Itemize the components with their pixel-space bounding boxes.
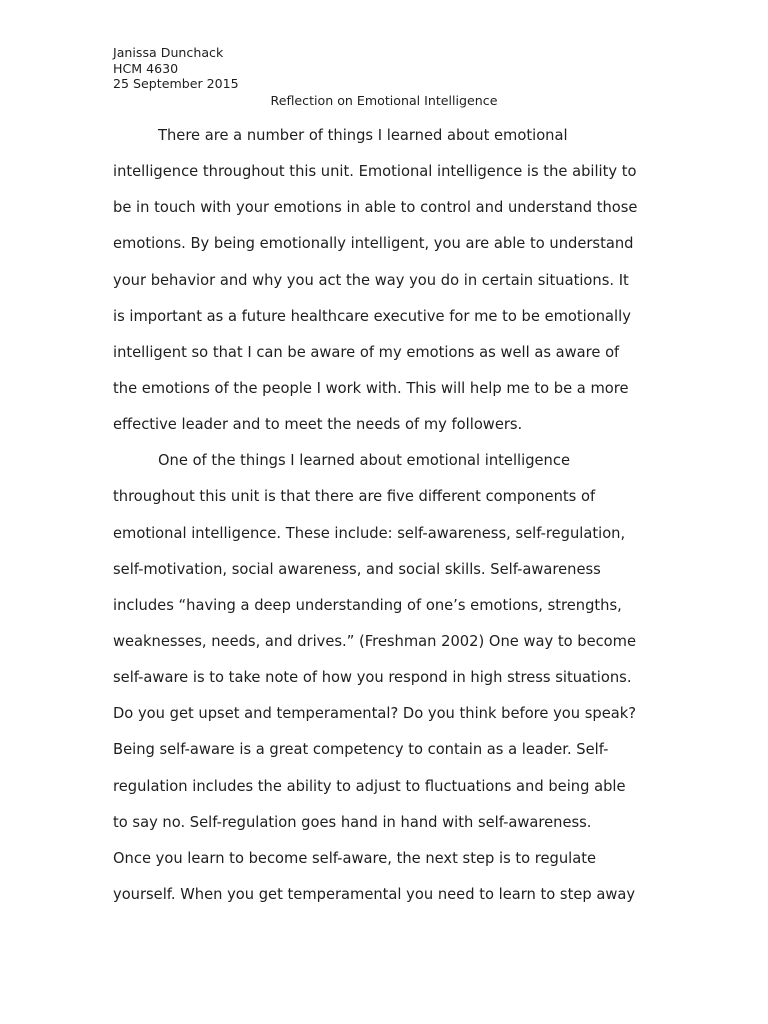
author-name: Janissa Dunchack [113,45,224,60]
document-title: Reflection on Emotional Intelligence [270,93,498,108]
paragraph-2-line-12: Once you learn to become self-aware, the next step is to regulate [113,849,597,867]
body-text [113,126,637,921]
document-date: 25 September 2015 [113,76,239,92]
paragraph-1-line-9: effective leader and to meet the needs of my followers. [113,416,523,434]
paragraph-2-line-3: emotional intelligence. These include: self-awareness, self-regulation, [113,524,626,542]
paragraph-2-line-7: self-aware is to take note of how you respond in high stress situations. [113,669,632,687]
paragraph-2-line-13: yourself. When you get temperamental you need to learn to step away [113,885,636,903]
paragraph-2-line-1: One of the things I learned about emotional intelligence [158,452,570,470]
paragraph-2-line-2: throughout this unit is that there are five different components of [113,488,596,506]
paragraph-2-line-10: regulation includes the ability to adjust to fluctuations and being able [113,777,626,795]
header-block [113,45,239,92]
paragraph-1-line-3: be in touch with your emotions in able to control and understand those [113,199,638,217]
paragraph-1-line-4: emotions. By being emotionally intelligent, you are able to understand [113,235,634,253]
paragraph-1-line-7: intelligent so that I can be aware of my emotions as well as aware of [113,343,620,361]
course-code: HCM 4630 [113,60,179,76]
paragraph-2-line-6: weaknesses, needs, and drives.” (Freshman 2002) One way to become [113,632,637,650]
paragraph-1-line-1: There are a number of things I learned about emotional [158,127,568,144]
paragraph-1-line-6: is important as a future healthcare executive for me to be emotionally [113,307,631,325]
paragraph-1-line-2: intelligence throughout this unit. Emotional intelligence is the ability to [113,163,637,181]
paragraph-1-line-8: the emotions of the people I work with. This will help me to be a more [113,379,629,397]
paragraph-2-line-5: includes “having a deep understanding of one’s emotions, strengths, [113,596,622,614]
paragraph-2-line-11: to say no. Self-regulation goes hand in hand with self-awareness. [113,813,592,831]
paragraph-1-line-5: your behavior and why you act the way you do in certain situations. It [113,271,629,289]
paragraph-2-line-4: self-motivation, social awareness, and social skills. Self-awareness [113,560,601,578]
paragraph-2-line-9: Being self-aware is a great competency to contain as a leader. Self- [113,741,609,759]
paragraph-2-line-8: Do you get upset and temperamental? Do you think before you speak? [113,705,637,723]
